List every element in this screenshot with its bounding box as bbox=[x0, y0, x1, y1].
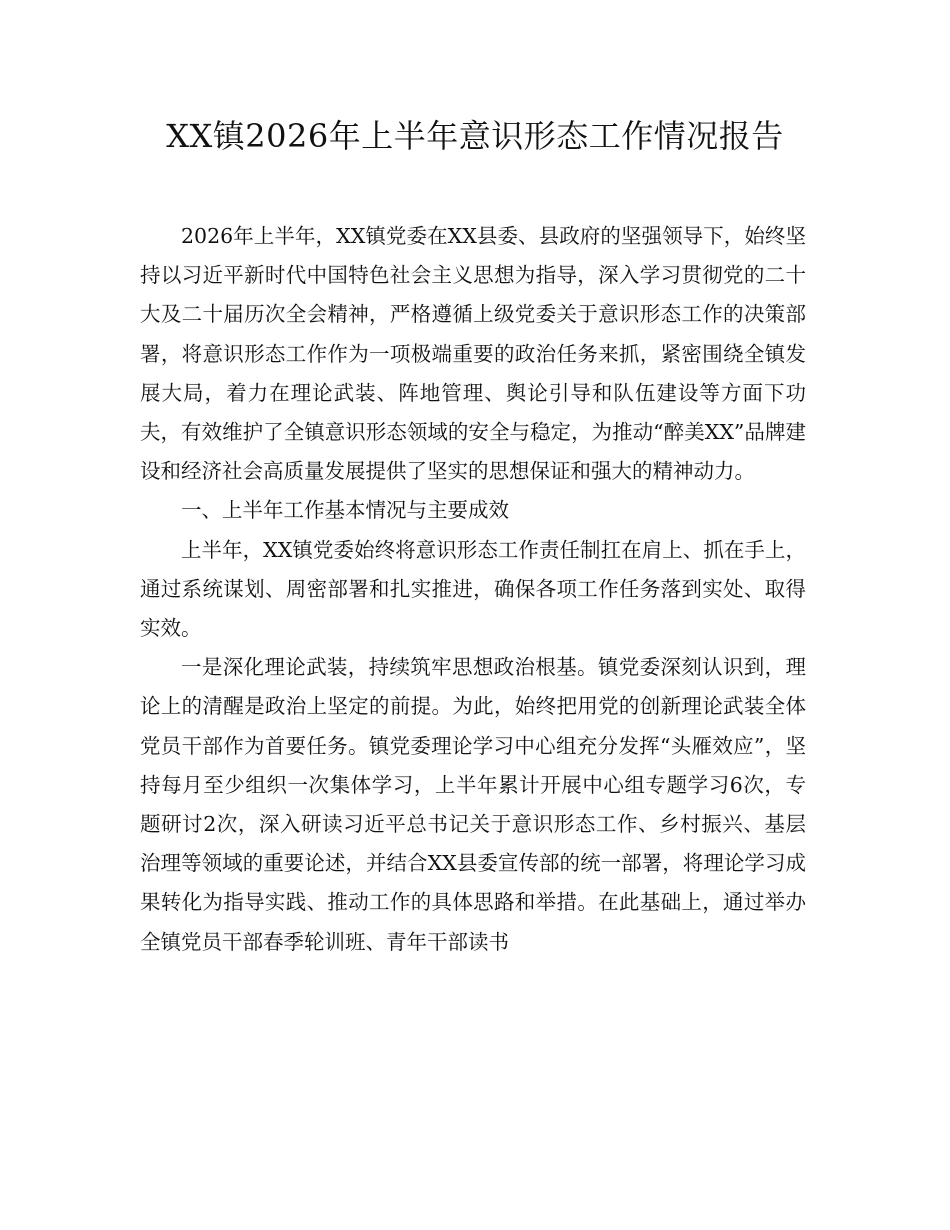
document-title: XX镇2026年上半年意识形态工作情况报告 bbox=[166, 117, 784, 155]
document-body bbox=[140, 217, 806, 962]
body-paragraph: 一是深化理论武装，持续筑牢思想政治根基。镇党委深刻认识到，理论上的清醒是政治上坚定的前提。为此，始终把用党的创新理论武装全体党员干部作为首要任务。镇党委理论学习中心组充分发挥“头雁效应”，坚持每月至少组织一次集体学习，上半年累计开展中心组专题学习6次，专题研讨2次，深入研读习近平总书记关于意识形态工作、乡村振兴、基层治理等领域的重要论述，并结合XX县委宣传部的统一部署，将理论学习成果转化为指导实践、推动工作的具体思路和举措。在此基础上，通过举办全镇党员干部春季轮训班、青年干部读书 bbox=[140, 655, 806, 954]
section-heading: 一、上半年工作基本情况与主要成效 bbox=[181, 498, 509, 523]
intro-paragraph: 2026年上半年，XX镇党委在XX县委、县政府的坚强领导下，始终坚持以习近平新时代中国特色社会主义思想为指导，深入学习贯彻党的二十大及二十届历次全会精神，严格遵循上级党委关于意识形态工作的决策部署，将意识形态工作作为一项极端重要的政治任务来抓，紧密围绕全镇发展大局，着力在理论武装、阵地管理、舆论引导和队伍建设等方面下功夫，有效维护了全镇意识形态领域的安全与稳定，为推动“醉美XX”品牌建设和经济社会高质量发展提供了坚实的思想保证和强大的精神动力。 bbox=[140, 224, 806, 484]
body-paragraph: 上半年，XX镇党委始终将意识形态工作责任制扛在肩上、抓在手上，通过系统谋划、周密部署和扎实推进，确保各项工作任务落到实处、取得实效。 bbox=[140, 537, 806, 641]
